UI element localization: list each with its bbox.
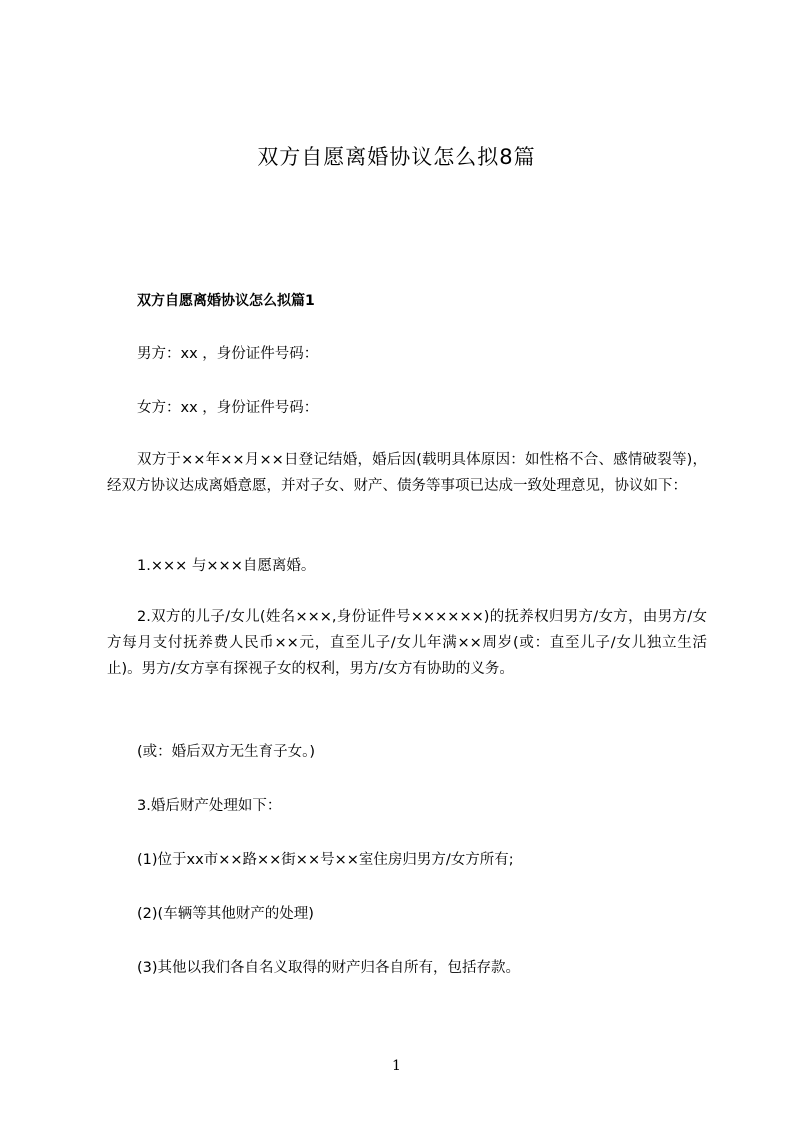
paragraph-item-1: 1.××× 与×××自愿离婚。: [137, 558, 316, 574]
paragraph-item-2: 2.双方的儿子/女儿(姓名×××,身份证件号××××××)的抚养权归男方/女方，由男方/女方每月支付抚养费人民币××元，直至儿子/女儿年满××周岁(或：直至儿子/女儿独立生活止)。男方/女方享有探视子女的权利，男方/女方有协助的义务。: [107, 609, 707, 677]
section-heading: 双方自愿离婚协议怎么拟篇1: [137, 293, 315, 309]
paragraph-intro: 双方于××年××月××日登记结婚，婚后因(载明具体原因：如性格不合、感情破裂等)，经双方协议达成离婚意愿，并对子女、财产、债务等事项已达成一致处理意见，协议如下：: [107, 452, 707, 494]
document-title: 双方自愿离婚协议怎么拟8篇: [257, 145, 536, 169]
paragraph-or-note: (或：婚后双方无生育子女。): [137, 744, 316, 760]
paragraph-item-3-1: (1)位于xx市××路××街××号××室住房归男方/女方所有;: [137, 852, 514, 868]
paragraph-item-3-3: (3)其他以我们各自名义取得的财产归各自所有，包括存款。: [137, 960, 521, 976]
paragraph-item-3: 3.婚后财产处理如下：: [137, 798, 282, 814]
paragraph-item-3-2: (2)(车辆等其他财产的处理): [137, 906, 314, 922]
paragraph-woman-info: 女方：xx ，身份证件号码：: [137, 400, 319, 416]
paragraph-man-info: 男方：xx ，身份证件号码：: [137, 346, 319, 362]
page-number: 1: [392, 1058, 401, 1074]
